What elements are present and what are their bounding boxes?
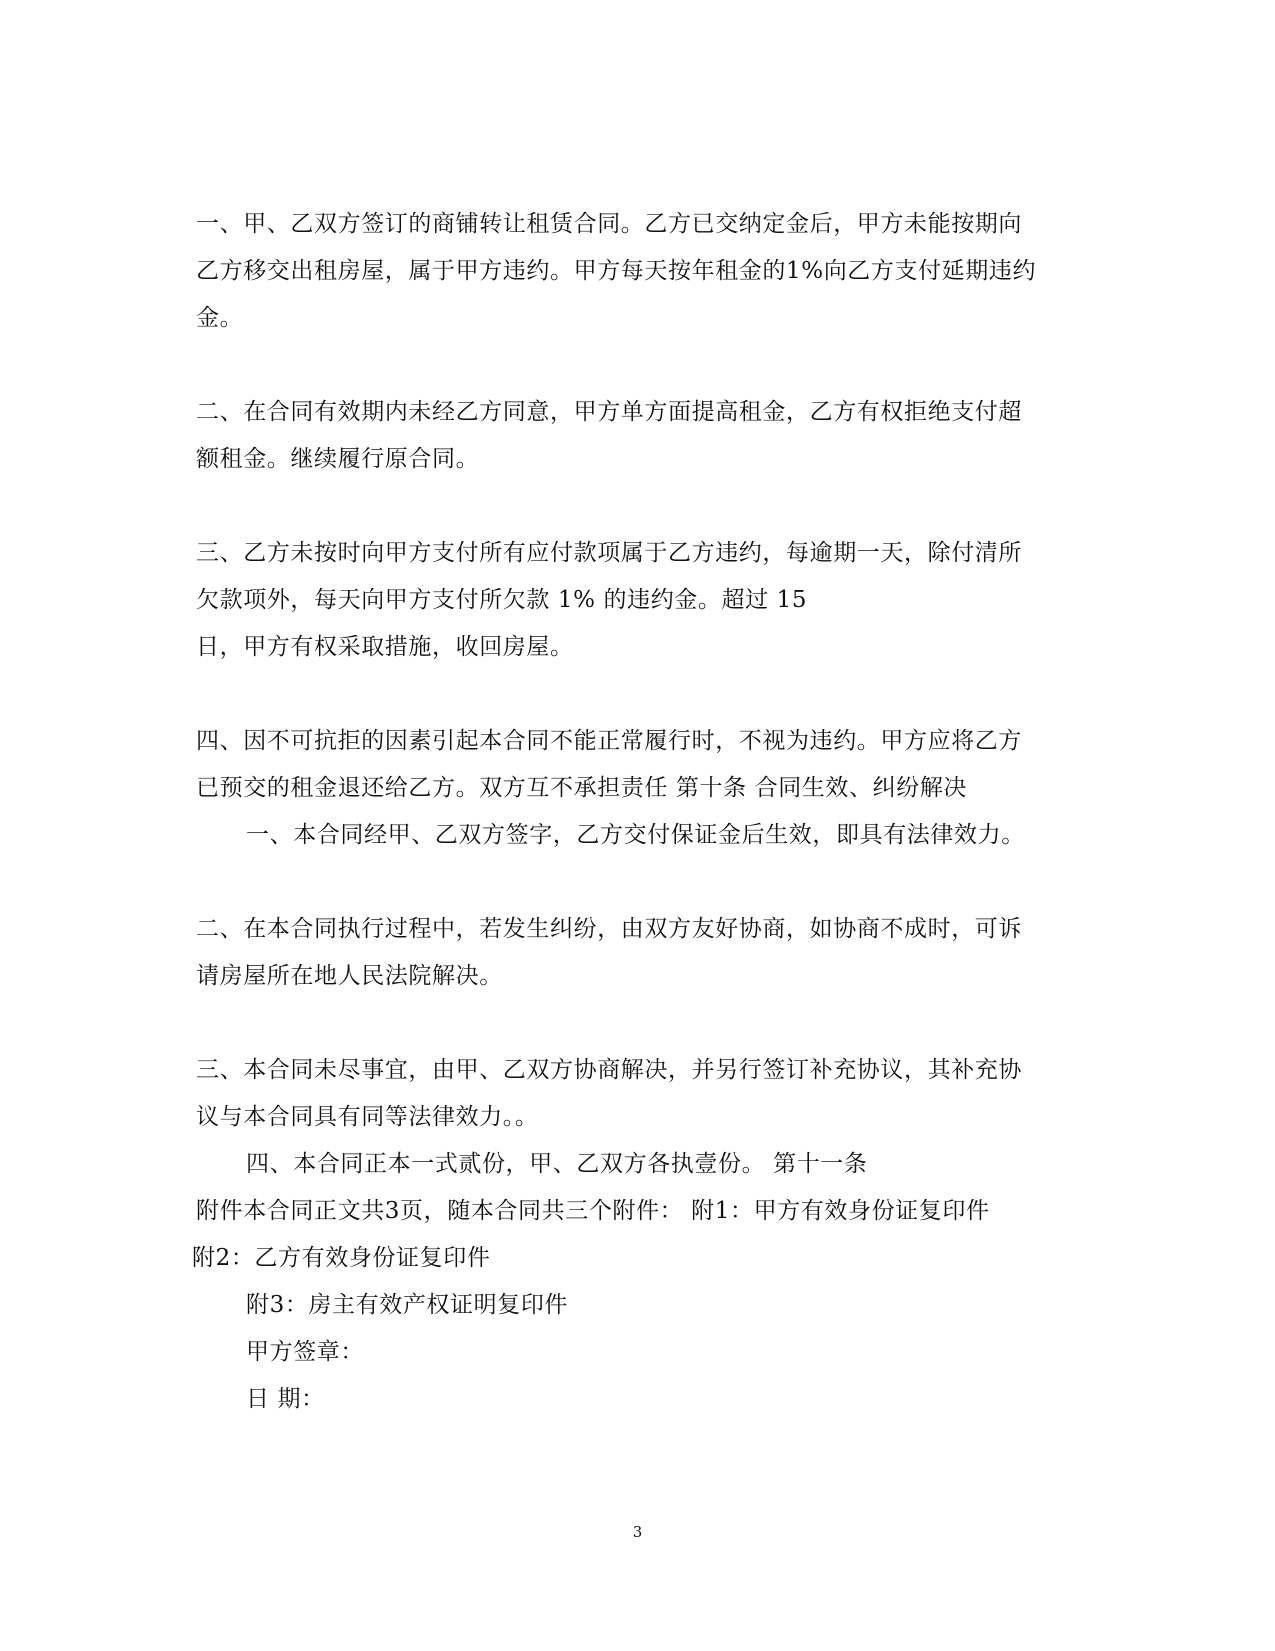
paragraph-line: 日，甲方有权采取措施，收回房屋。 <box>196 634 574 660</box>
page-number: 3 <box>632 1523 643 1541</box>
paragraph-line: 三、乙方未按时向甲方支付所有应付款项属于乙方违约，每逾期一天，除付清所 <box>196 540 1022 566</box>
paragraph-line: 二、在合同有效期内未经乙方同意，甲方单方面提高租金，乙方有权拒绝支付超 <box>196 399 1022 425</box>
paragraph-line: 一、甲、乙双方签订的商铺转让租赁合同。乙方已交纳定金后，甲方未能按期向 <box>196 211 1022 237</box>
paragraph-line: 额租金。继续履行原合同。 <box>196 446 480 472</box>
attachments-line: 附件本合同正文共3页，随本合同共三个附件： 附1：甲方有效身份证复印件 <box>196 1198 990 1224</box>
paragraph-line: 已预交的租金退还给乙方。双方互不承担责任 第十条 合同生效、纠纷解决 <box>196 775 968 801</box>
paragraph-line: 请房屋所在地人民法院解决。 <box>196 963 503 989</box>
party-a-signature-label: 甲方签章： <box>246 1339 364 1365</box>
attachment-3-line: 附3：房主有效产权证明复印件 <box>246 1292 569 1318</box>
paragraph-line: 金。 <box>196 305 244 331</box>
paragraph-line: 议与本合同具有同等法律效力。。 <box>196 1104 539 1130</box>
paragraph-line: 欠款项外，每天向甲方支付所欠款 1% 的违约金。超过 15 <box>196 587 808 613</box>
paragraph-line: 一、本合同经甲、乙双方签字，乙方交付保证金后生效，即具有法律效力。 <box>246 822 1025 848</box>
attachment-2-line: 附2：乙方有效身份证复印件 <box>192 1245 491 1271</box>
paragraph-line: 二、在本合同执行过程中，若发生纠纷，由双方友好协商，如协商不成时，可诉 <box>196 916 1022 942</box>
paragraph-line: 四、因不可抗拒的因素引起本合同不能正常履行时，不视为违约。甲方应将乙方 <box>196 728 1022 754</box>
date-label: 日 期： <box>246 1386 325 1412</box>
paragraph-line: 三、本合同未尽事宜，由甲、乙双方协商解决，并另行签订补充协议，其补充协 <box>196 1057 1022 1083</box>
paragraph-line: 乙方移交出租房屋，属于甲方违约。甲方每天按年租金的1%向乙方支付延期违约 <box>196 258 1037 284</box>
paragraph-line: 四、本合同正本一式贰份，甲、乙双方各执壹份。 第十一条 <box>246 1151 868 1177</box>
